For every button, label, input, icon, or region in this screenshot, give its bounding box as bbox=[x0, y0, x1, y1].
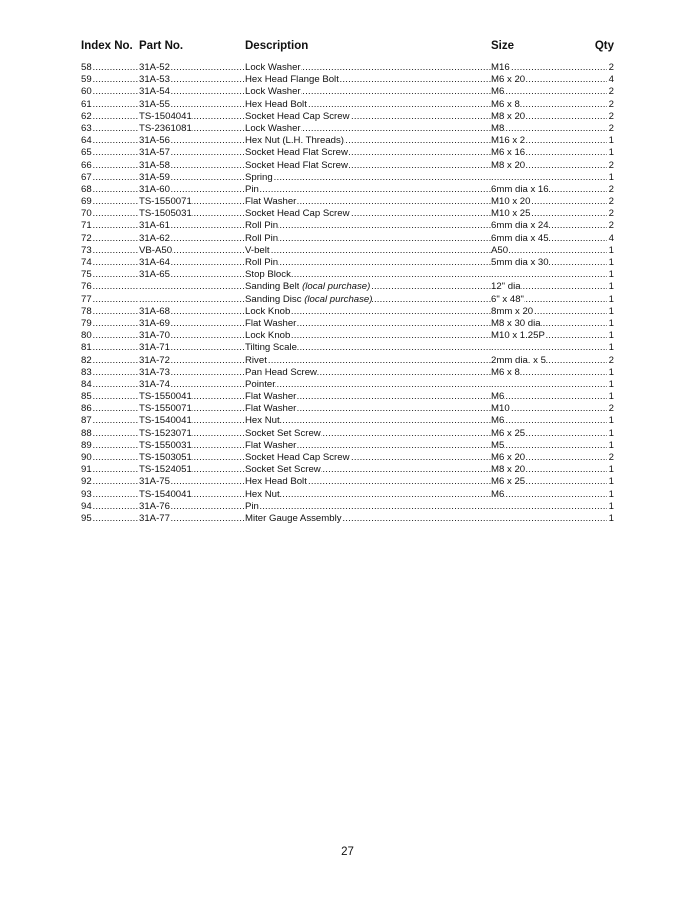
cell-part-number: VB-A50 ..... bbox=[139, 245, 245, 257]
cell-part-number: TS-1550071 ..... bbox=[139, 196, 245, 208]
cell-description: Socket Head Flat Screw ..... bbox=[245, 160, 491, 172]
cell-description: Roll Pin ..... bbox=[245, 233, 491, 245]
cell-index: 82 ..... bbox=[81, 355, 139, 367]
cell-size: M8 x 20 ..... bbox=[491, 464, 607, 476]
cell-description: Lock Knob ..... bbox=[245, 330, 491, 342]
cell-description: Tilting Scale ..... bbox=[245, 342, 491, 354]
cell-size: M6 x 8 ..... bbox=[491, 367, 607, 379]
cell-part-number: 31A-62 ..... bbox=[139, 233, 245, 245]
table-row bbox=[81, 172, 614, 184]
cell-qty: 1 bbox=[608, 305, 614, 317]
cell-part-number: TS-1550031 ..... bbox=[139, 440, 245, 452]
table-row bbox=[81, 513, 614, 525]
cell-index: 68 ..... bbox=[81, 184, 139, 196]
cell-qty: 1 bbox=[608, 293, 614, 305]
cell-qty: 1 bbox=[608, 147, 614, 159]
cell-size: M6 x 20 ..... bbox=[491, 74, 607, 86]
cell-part-number: 31A-59 ..... bbox=[139, 172, 245, 184]
cell-description: Flat Washer ..... bbox=[245, 403, 491, 415]
cell-index: 69 ..... bbox=[81, 196, 139, 208]
table-row bbox=[81, 208, 614, 220]
cell-size: M6 ..... bbox=[491, 86, 607, 98]
cell-part-number: TS-1505031 ..... bbox=[139, 208, 245, 220]
table-row bbox=[81, 281, 614, 293]
cell-qty: 1 bbox=[608, 391, 614, 403]
cell-description: Hex Nut ..... bbox=[245, 415, 491, 427]
table-row bbox=[81, 428, 614, 440]
header-qty: Qty bbox=[594, 40, 614, 52]
cell-size: M6 x 25 ..... bbox=[491, 428, 607, 440]
cell-part-number: 31A-69 ..... bbox=[139, 318, 245, 330]
header-description: Description bbox=[245, 40, 309, 52]
cell-description: Socket Head Cap Screw ..... bbox=[245, 111, 491, 123]
cell-size: 6mm dia x 24 ..... bbox=[491, 220, 607, 232]
cell-index: 95 ..... bbox=[81, 513, 139, 525]
table-row bbox=[81, 257, 614, 269]
table-row bbox=[81, 135, 614, 147]
cell-qty: 1 bbox=[608, 427, 614, 439]
cell-qty: 1 bbox=[608, 281, 614, 293]
parts-table-body bbox=[81, 62, 614, 525]
cell-size bbox=[491, 269, 607, 281]
cell-qty: 1 bbox=[608, 488, 614, 500]
cell-part-number: 31A-74 ..... bbox=[139, 379, 245, 391]
table-row bbox=[81, 489, 614, 501]
table-row bbox=[81, 440, 614, 452]
cell-size: M6 ..... bbox=[491, 415, 607, 427]
cell-description: Sanding Disc (local purchase) ..... bbox=[245, 294, 491, 306]
cell-description: Socket Head Cap Screw ..... bbox=[245, 208, 491, 220]
table-row bbox=[81, 476, 614, 488]
cell-description: Lock Washer ..... bbox=[245, 62, 491, 74]
cell-size: M10 x 20 ..... bbox=[491, 196, 607, 208]
cell-size: M16 ..... bbox=[491, 62, 607, 74]
cell-index: 65 ..... bbox=[81, 147, 139, 159]
cell-description: Pointer ..... bbox=[245, 379, 491, 391]
cell-qty: 1 bbox=[608, 269, 614, 281]
cell-qty: 2 bbox=[608, 62, 614, 73]
cell-description: Roll Pin ..... bbox=[245, 220, 491, 232]
cell-description: Hex Head Bolt ..... bbox=[245, 99, 491, 111]
cell-part-number: 31A-75 ..... bbox=[139, 476, 245, 488]
cell-part-number bbox=[139, 294, 245, 306]
cell-index: 75 ..... bbox=[81, 269, 139, 281]
cell-size: M6 x 16 ..... bbox=[491, 147, 607, 159]
cell-description: Flat Washer ..... bbox=[245, 196, 491, 208]
table-row bbox=[81, 62, 614, 74]
cell-qty: 1 bbox=[608, 366, 614, 378]
table-row bbox=[81, 415, 614, 427]
table-row bbox=[81, 86, 614, 98]
cell-size: 5mm dia x 30 ..... bbox=[491, 257, 607, 269]
cell-index: 73 ..... bbox=[81, 245, 139, 257]
table-row bbox=[81, 184, 614, 196]
cell-index: 92 ..... bbox=[81, 476, 139, 488]
cell-qty: 4 bbox=[608, 74, 614, 86]
cell-index: 89 ..... bbox=[81, 440, 139, 452]
cell-size: M8 x 20 ..... bbox=[491, 160, 607, 172]
cell-index: 74 ..... bbox=[81, 257, 139, 269]
cell-index: 81 ..... bbox=[81, 342, 139, 354]
cell-index: 78 ..... bbox=[81, 306, 139, 318]
table-row bbox=[81, 196, 614, 208]
table-row bbox=[81, 160, 614, 172]
cell-description: Lock Washer ..... bbox=[245, 86, 491, 98]
table-row bbox=[81, 111, 614, 123]
cell-part-number: TS-1550071 ..... bbox=[139, 403, 245, 415]
cell-description: Roll Pin ..... bbox=[245, 257, 491, 269]
cell-part-number bbox=[139, 281, 245, 293]
cell-description: Hex Nut ..... bbox=[245, 489, 491, 501]
cell-qty: 1 bbox=[608, 330, 614, 342]
cell-qty: 1 bbox=[608, 317, 614, 329]
cell-qty: 1 bbox=[608, 512, 614, 524]
table-row bbox=[81, 233, 614, 245]
cell-qty: 2 bbox=[608, 196, 614, 208]
header-part: Part No. bbox=[139, 40, 184, 52]
cell-part-number: 31A-54 ..... bbox=[139, 86, 245, 98]
cell-part-number: 31A-68 ..... bbox=[139, 306, 245, 318]
cell-index: 61 ..... bbox=[81, 99, 139, 111]
cell-description: Spring ..... bbox=[245, 172, 491, 184]
cell-qty: 1 bbox=[608, 476, 614, 488]
cell-qty: 2 bbox=[608, 452, 614, 463]
cell-part-number: 31A-60 ..... bbox=[139, 184, 245, 196]
cell-qty: 2 bbox=[608, 110, 614, 122]
cell-index: 80 ..... bbox=[81, 330, 139, 342]
table-row bbox=[81, 294, 614, 306]
cell-index: 58 ..... bbox=[81, 62, 139, 74]
cell-size: 6mm dia x 16 ..... bbox=[491, 184, 607, 196]
table-row bbox=[81, 306, 614, 318]
cell-description: Pin ..... bbox=[245, 184, 491, 196]
cell-index: 93 ..... bbox=[81, 489, 139, 501]
cell-qty: 2 bbox=[608, 220, 614, 232]
cell-size: M5 ..... bbox=[491, 440, 607, 452]
cell-part-number: 31A-58 ..... bbox=[139, 160, 245, 172]
cell-size: 12" dia ..... bbox=[491, 281, 607, 293]
cell-qty: 1 bbox=[608, 439, 614, 451]
cell-qty: 1 bbox=[608, 500, 614, 512]
table-row bbox=[81, 379, 614, 391]
cell-index: 67 ..... bbox=[81, 172, 139, 184]
description-note: (local purchase) bbox=[304, 293, 373, 305]
cell-description: Socket Set Screw ..... bbox=[245, 464, 491, 476]
cell-size: M8 x 30 dia ..... bbox=[491, 318, 607, 330]
cell-qty: 1 bbox=[608, 135, 614, 147]
cell-size bbox=[491, 513, 607, 525]
cell-index: 85 ..... bbox=[81, 391, 139, 403]
cell-size: M8 x 20 ..... bbox=[491, 111, 607, 123]
cell-index: 87 ..... bbox=[81, 415, 139, 427]
cell-description: Pan Head Screw ..... bbox=[245, 367, 491, 379]
cell-qty: 1 bbox=[608, 378, 614, 390]
header-size: Size bbox=[491, 40, 515, 52]
cell-qty: 2 bbox=[608, 208, 614, 220]
cell-part-number: 31A-73 ..... bbox=[139, 367, 245, 379]
cell-size: 6mm dia x 45 ..... bbox=[491, 233, 607, 245]
cell-description: Hex Head Flange Bolt ..... bbox=[245, 74, 491, 86]
cell-qty: 2 bbox=[608, 403, 614, 415]
cell-description: Flat Washer ..... bbox=[245, 318, 491, 330]
cell-index: 60 ..... bbox=[81, 86, 139, 98]
table-row bbox=[81, 99, 614, 111]
cell-qty: 2 bbox=[608, 86, 614, 98]
cell-index: 70 ..... bbox=[81, 208, 139, 220]
cell-part-number: TS-1503051 ..... bbox=[139, 452, 245, 464]
cell-part-number: 31A-61 ..... bbox=[139, 220, 245, 232]
cell-size: M16 x 2 ..... bbox=[491, 135, 607, 147]
cell-qty: 2 bbox=[608, 354, 614, 366]
table-row bbox=[81, 123, 614, 135]
cell-description: V-belt ..... bbox=[245, 245, 491, 257]
cell-description: Hex Nut (L.H. Threads) ..... bbox=[245, 135, 491, 147]
cell-qty: 2 bbox=[608, 159, 614, 171]
cell-part-number: 31A-77 ..... bbox=[139, 513, 245, 525]
cell-part-number: 31A-56 ..... bbox=[139, 135, 245, 147]
cell-qty: 1 bbox=[608, 415, 614, 427]
cell-description: Lock Washer ..... bbox=[245, 123, 491, 135]
table-row bbox=[81, 269, 614, 281]
cell-description: Socket Set Screw ..... bbox=[245, 428, 491, 440]
table-row bbox=[81, 367, 614, 379]
cell-index: 63 ..... bbox=[81, 123, 139, 135]
header-index: Index No. bbox=[81, 40, 133, 52]
cell-part-number: 31A-52 ..... bbox=[139, 62, 245, 74]
table-row bbox=[81, 391, 614, 403]
cell-part-number: 31A-64 ..... bbox=[139, 257, 245, 269]
cell-part-number: TS-1540041 ..... bbox=[139, 415, 245, 427]
table-row bbox=[81, 74, 614, 86]
cell-index: 88 ..... bbox=[81, 428, 139, 440]
cell-part-number: 31A-72 ..... bbox=[139, 355, 245, 367]
cell-part-number: TS-1524051 ..... bbox=[139, 464, 245, 476]
cell-part-number: TS-1504041 ..... bbox=[139, 111, 245, 123]
table-row bbox=[81, 452, 614, 464]
cell-qty: 2 bbox=[608, 183, 614, 195]
cell-size: M6 x 20 ..... bbox=[491, 452, 607, 464]
table-row bbox=[81, 501, 614, 513]
table-row bbox=[81, 355, 614, 367]
table-row bbox=[81, 245, 614, 257]
cell-index: 76 ..... bbox=[81, 281, 139, 293]
cell-qty: 1 bbox=[608, 244, 614, 256]
cell-description: Flat Washer ..... bbox=[245, 440, 491, 452]
table-row bbox=[81, 330, 614, 342]
cell-part-number: 31A-57 ..... bbox=[139, 147, 245, 159]
cell-size: M6 ..... bbox=[491, 391, 607, 403]
cell-index: 62 ..... bbox=[81, 111, 139, 123]
cell-part-number: TS-1523071 ..... bbox=[139, 428, 245, 440]
page-number: 27 bbox=[341, 846, 354, 858]
table-row bbox=[81, 318, 614, 330]
cell-size: M10 x 1.25P ..... bbox=[491, 330, 607, 342]
cell-description: Flat Washer ..... bbox=[245, 391, 491, 403]
parts-table-header bbox=[81, 40, 614, 56]
cell-part-number: 31A-76 ..... bbox=[139, 501, 245, 513]
cell-index: 71 ..... bbox=[81, 220, 139, 232]
description-note: (local purchase) bbox=[302, 281, 371, 293]
cell-index: 72 ..... bbox=[81, 233, 139, 245]
cell-index: 77 ..... bbox=[81, 294, 139, 306]
cell-size: A50 ..... bbox=[491, 245, 607, 257]
cell-qty: 2 bbox=[608, 122, 614, 134]
cell-size: M10 ..... bbox=[491, 403, 607, 415]
cell-description: Sanding Belt (local purchase) ..... bbox=[245, 281, 491, 293]
cell-description: Socket Head Cap Screw ..... bbox=[245, 452, 491, 464]
cell-qty: 4 bbox=[608, 232, 614, 244]
cell-part-number: 31A-55 ..... bbox=[139, 99, 245, 111]
cell-index: 59 ..... bbox=[81, 74, 139, 86]
cell-size bbox=[491, 501, 607, 513]
table-row bbox=[81, 464, 614, 476]
cell-size: M10 x 25 ..... bbox=[491, 208, 607, 220]
cell-size: 6" x 48" ..... bbox=[491, 294, 607, 306]
cell-part-number: 31A-71 ..... bbox=[139, 342, 245, 354]
cell-index: 86 ..... bbox=[81, 403, 139, 415]
cell-index: 91 ..... bbox=[81, 464, 139, 476]
cell-qty: 2 bbox=[608, 98, 614, 110]
cell-qty: 1 bbox=[608, 464, 614, 476]
table-row bbox=[81, 220, 614, 232]
cell-index: 83 ..... bbox=[81, 367, 139, 379]
cell-qty: 1 bbox=[608, 342, 614, 354]
cell-index: 84 ..... bbox=[81, 379, 139, 391]
cell-size: M6 ..... bbox=[491, 489, 607, 501]
cell-index: 66 ..... bbox=[81, 160, 139, 172]
cell-part-number: 31A-65 ..... bbox=[139, 269, 245, 281]
cell-size: M6 x 25 ..... bbox=[491, 476, 607, 488]
table-row bbox=[81, 147, 614, 159]
cell-description: Stop Block ..... bbox=[245, 269, 491, 281]
cell-index: 79 ..... bbox=[81, 318, 139, 330]
cell-qty: 1 bbox=[608, 171, 614, 183]
cell-description: Rivet ..... bbox=[245, 355, 491, 367]
cell-size: M8 ..... bbox=[491, 123, 607, 135]
cell-part-number: 31A-70 ..... bbox=[139, 330, 245, 342]
cell-description: Miter Gauge Assembly ..... bbox=[245, 513, 491, 525]
cell-index: 90 ..... bbox=[81, 452, 139, 464]
cell-part-number: TS-1550041 ..... bbox=[139, 391, 245, 403]
cell-part-number: TS-1540041 ..... bbox=[139, 489, 245, 501]
table-row bbox=[81, 342, 614, 354]
cell-size bbox=[491, 379, 607, 391]
cell-size: 8mm x 20 ..... bbox=[491, 306, 607, 318]
cell-size: 2mm dia. x 5 ..... bbox=[491, 355, 607, 367]
cell-description: Lock Knob ..... bbox=[245, 306, 491, 318]
cell-description: Socket Head Flat Screw ..... bbox=[245, 147, 491, 159]
cell-index: 64 ..... bbox=[81, 135, 139, 147]
cell-part-number: 31A-53 ..... bbox=[139, 74, 245, 86]
cell-part-number: TS-2361081 ..... bbox=[139, 123, 245, 135]
cell-size: M6 x 8 ..... bbox=[491, 99, 607, 111]
cell-index: 94 ..... bbox=[81, 501, 139, 513]
cell-size bbox=[491, 172, 607, 184]
cell-size bbox=[491, 342, 607, 354]
cell-qty: 1 bbox=[608, 257, 614, 268]
cell-description: Hex Head Bolt ..... bbox=[245, 476, 491, 488]
table-row bbox=[81, 403, 614, 415]
cell-description: Pin ..... bbox=[245, 501, 491, 513]
